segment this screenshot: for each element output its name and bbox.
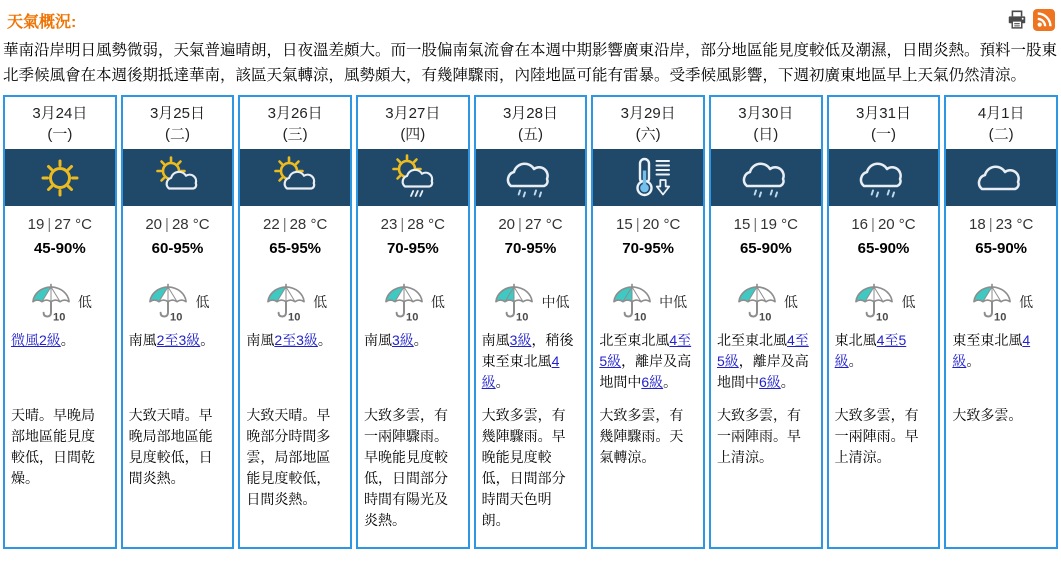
temp-unit: °C	[781, 216, 798, 233]
psr-label: 低	[313, 294, 328, 310]
weekday-text: (三)	[282, 126, 308, 143]
forecast-day-card	[3, 95, 117, 549]
wind-speed-link[interactable]: 4至5級	[716, 332, 809, 369]
psr-label: 低	[901, 294, 916, 310]
temperature-range	[711, 216, 821, 240]
wind-text: 南風	[363, 332, 392, 348]
umbrella-psr-icon	[609, 282, 655, 323]
temp-min: 23	[380, 216, 398, 233]
rain-probability	[946, 274, 1056, 330]
toolbar-actions	[1006, 9, 1057, 31]
wind-text: ，離岸及高地間中	[599, 353, 692, 390]
temp-min: 16	[851, 216, 869, 233]
forecast-day-card	[356, 95, 470, 549]
cloudy-icon	[944, 149, 1058, 206]
forecast-day-card	[944, 95, 1058, 549]
weekday-text: (一)	[870, 126, 896, 143]
temperature-range	[946, 216, 1056, 240]
psr-label: 中低	[659, 294, 688, 310]
umbrella-psr-icon	[145, 282, 191, 323]
topbar	[0, 0, 1061, 32]
wind-text: 北至東北風	[599, 332, 670, 348]
printer-icon[interactable]	[1006, 9, 1028, 31]
temperature-range	[5, 216, 115, 240]
humidity-range: 65-90%	[857, 240, 910, 257]
temp-max: 20	[642, 216, 660, 233]
psr-label: 低	[1019, 294, 1034, 310]
weekday-text: (日)	[753, 126, 779, 143]
temp-unit: °C	[663, 216, 681, 233]
temp-unit: °C	[898, 216, 916, 233]
wind-speed-link[interactable]: 3級	[509, 332, 532, 348]
forecast-day-card	[827, 95, 941, 549]
date-text: 3月28日	[502, 105, 558, 122]
forecast-date	[358, 97, 468, 149]
rss-icon[interactable]	[1033, 9, 1055, 31]
temp-unit: °C	[192, 216, 210, 233]
forecast-day-card	[238, 95, 352, 549]
temp-max: 27	[54, 216, 71, 233]
umbrella-psr-icon	[851, 282, 897, 323]
wind-speed-link[interactable]: 2至3級	[274, 332, 318, 348]
date-text: 3月30日	[738, 105, 794, 122]
humidity-range: 60-95%	[151, 240, 204, 257]
forecast-day-card	[474, 95, 588, 549]
psr-label: 中低	[541, 294, 570, 310]
weather-summary: 華南沿岸明日風勢微弱，天氣普遍晴朗，日夜溫差頗大。而一股偏南氣流會在本週中期影響廣東沿岸，部分地區能見度較低及潮濕，日間炎熱。預料一股東北季候風會在本週後期抵達華南，該區天氣轉涼，風勢頗大，有幾陣驟雨，內陸地區可能有雷暴。受季候風影響，下週初廣東地區早上天氣仍然清涼。	[3, 42, 1058, 84]
forecast-date	[946, 97, 1056, 149]
weekday-text: (六)	[635, 126, 661, 143]
wind-text: 北至東北風	[716, 332, 787, 348]
wind-forecast	[358, 330, 468, 405]
svg-text:10: 10	[516, 311, 529, 323]
date-text: 3月31日	[855, 105, 911, 122]
wind-text: 東北風	[834, 332, 877, 348]
umbrella-psr-icon	[969, 282, 1015, 323]
umbrella-psr-icon	[381, 282, 427, 323]
temperature-range	[358, 216, 468, 240]
wind-text: 東至東北風	[952, 332, 1023, 348]
wind-speed-link[interactable]: 4至5級	[599, 332, 692, 369]
weekday-text: (一)	[47, 126, 73, 143]
forecast-day-card	[591, 95, 705, 549]
wind-forecast	[829, 330, 939, 405]
svg-text:10: 10	[994, 311, 1007, 323]
temp-separator: |	[282, 216, 287, 233]
wind-text: ，離岸及高地間中	[716, 353, 809, 390]
wind-text: 。	[60, 332, 75, 348]
humidity-range: 45-90%	[33, 240, 86, 257]
temp-min: 15	[733, 216, 751, 233]
forecast-date	[123, 97, 233, 149]
wind-text: 。	[663, 374, 678, 390]
weekday-text: (四)	[400, 126, 426, 143]
temp-max: 28	[171, 216, 189, 233]
weather-description: 大致天晴。早晚局部地區能見度較低，日間炎熱。	[128, 407, 213, 486]
date-text: 4月1日	[977, 105, 1025, 122]
date-text: 3月26日	[267, 105, 323, 122]
wind-speed-link[interactable]: 2至3級	[156, 332, 201, 348]
forecast-date	[711, 97, 821, 149]
temp-min: 15	[616, 216, 633, 233]
wind-forecast	[240, 330, 350, 405]
weather-description: 天晴。早晚局部地區能見度較低，日間乾燥。	[11, 407, 95, 486]
svg-text:10: 10	[758, 311, 772, 323]
umbrella-psr-icon	[263, 282, 309, 323]
wind-text: 。	[317, 332, 332, 348]
svg-text:10: 10	[288, 311, 301, 323]
wind-forecast	[946, 330, 1056, 405]
umbrella-psr-icon	[28, 282, 74, 323]
humidity-range: 65-95%	[269, 240, 321, 257]
weather-description: 大致多雲，有幾陣驟雨。早晚能見度較低，日間部分時間天色明朗。	[481, 407, 566, 528]
weekday-text: (五)	[517, 126, 543, 143]
humidity-range: 70-95%	[386, 240, 439, 257]
sunny-periods-icon	[238, 149, 352, 206]
forecast-date	[829, 97, 939, 149]
forecast-date	[593, 97, 703, 149]
temperature-range	[829, 216, 939, 240]
wind-speed-link[interactable]: 3級	[391, 332, 414, 348]
forecast-table	[0, 95, 1061, 549]
weather-description: 大致天晴。早晚部分時間多雲，局部地區能見度較低，日間炎熱。	[246, 407, 331, 507]
forecast-day-card	[709, 95, 823, 549]
date-text: 3月24日	[32, 105, 88, 122]
rain-icon	[827, 149, 941, 206]
weekday-text: (二)	[164, 126, 190, 143]
rain-probability	[5, 274, 115, 330]
rain-probability	[240, 274, 350, 330]
svg-text:10: 10	[634, 311, 647, 323]
temperature-range	[240, 216, 350, 240]
temp-max: 28	[289, 216, 307, 233]
temp-separator: |	[635, 216, 640, 233]
wind-speed-link[interactable]: 6級	[758, 374, 781, 390]
rain-probability	[358, 274, 468, 330]
temp-separator: |	[400, 216, 405, 233]
umbrella-psr-icon	[491, 282, 537, 323]
forecast-day-card	[121, 95, 235, 549]
temp-max: 19	[760, 216, 777, 233]
rain-probability	[829, 274, 939, 330]
weather-description: 大致多雲。	[952, 407, 1023, 423]
temp-unit: °C	[1016, 216, 1034, 233]
temp-separator: |	[988, 216, 993, 233]
wind-text: 南風	[481, 332, 510, 348]
rain-probability	[123, 274, 233, 330]
date-text: 3月27日	[385, 105, 441, 122]
temp-min: 20	[498, 216, 516, 233]
weather-description: 大致多雲，有一兩陣驟雨。早晚能見度較低，日間部分時間有陽光及炎熱。	[363, 407, 448, 528]
sunny-showers-icon	[356, 149, 470, 206]
sunny-icon	[3, 149, 117, 206]
temp-separator: |	[165, 216, 169, 233]
wind-forecast	[5, 330, 115, 405]
temp-separator: |	[47, 216, 52, 233]
wind-text: 南風	[246, 332, 275, 348]
rain-probability	[711, 274, 821, 330]
temperature-range	[593, 216, 703, 240]
psr-label: 低	[195, 294, 210, 310]
temp-min: 20	[145, 216, 163, 233]
temp-separator: |	[518, 216, 522, 233]
wind-forecast	[593, 330, 703, 405]
temp-min: 22	[263, 216, 280, 233]
umbrella-psr-icon	[734, 282, 780, 323]
wind-speed-link[interactable]: 微風2級	[11, 332, 61, 348]
temperature-range	[476, 216, 586, 240]
temp-max: 20	[877, 216, 895, 233]
cooler-icon	[591, 149, 705, 206]
wind-text: 。	[848, 353, 863, 369]
page-title: 天氣概況:	[7, 14, 77, 31]
wind-speed-link[interactable]: 4級	[481, 353, 560, 390]
temp-unit: °C	[545, 216, 563, 233]
temp-max: 28	[407, 216, 424, 233]
wind-text: 。	[966, 353, 981, 369]
rain-icon	[709, 149, 823, 206]
svg-text:10: 10	[170, 311, 183, 323]
wind-forecast	[123, 330, 233, 405]
wind-text: 。	[495, 374, 510, 390]
temp-unit: °C	[75, 216, 92, 233]
wind-speed-link[interactable]: 4級	[952, 332, 1031, 369]
forecast-date	[476, 97, 586, 149]
date-text: 3月25日	[149, 105, 205, 122]
temp-min: 19	[27, 216, 45, 233]
psr-label: 低	[430, 294, 445, 310]
weekday-text: (二)	[988, 126, 1014, 143]
humidity-range: 70-95%	[622, 240, 674, 257]
temperature-range	[123, 216, 233, 240]
forecast-date	[240, 97, 350, 149]
forecast-date	[5, 97, 115, 149]
svg-text:10: 10	[405, 311, 419, 323]
wind-text: 。	[200, 332, 215, 348]
psr-label: 低	[783, 294, 798, 310]
date-text: 3月29日	[620, 105, 676, 122]
temp-max: 27	[524, 216, 542, 233]
wind-text: 。	[780, 374, 795, 390]
wind-text: 。	[413, 332, 428, 348]
humidity-range: 70-95%	[504, 240, 557, 257]
temp-unit: °C	[310, 216, 328, 233]
weather-description: 大致多雲，有一兩陣雨。早上清涼。	[716, 407, 801, 465]
wind-speed-link[interactable]: 6級	[641, 374, 664, 390]
rain-probability	[476, 274, 586, 330]
rain-probability	[593, 274, 703, 330]
svg-text:10: 10	[876, 311, 889, 323]
temp-min: 18	[969, 216, 986, 233]
humidity-range: 65-90%	[739, 240, 792, 257]
psr-label: 低	[77, 294, 92, 310]
humidity-range: 65-90%	[975, 240, 1027, 257]
svg-text:10: 10	[52, 311, 66, 323]
wind-text: 南風	[128, 332, 157, 348]
rain-icon	[474, 149, 588, 206]
temp-separator: |	[753, 216, 758, 233]
temp-separator: |	[871, 216, 875, 233]
temp-unit: °C	[428, 216, 445, 233]
wind-speed-link[interactable]: 4至5級	[834, 332, 907, 369]
temp-max: 23	[995, 216, 1013, 233]
sunny-periods-icon	[121, 149, 235, 206]
wind-text: ，稍後東至東北風	[481, 332, 574, 369]
wind-forecast	[476, 330, 586, 405]
wind-forecast	[711, 330, 821, 405]
weather-description: 大致多雲，有幾陣驟雨。天氣轉涼。	[599, 407, 684, 465]
weather-description: 大致多雲，有一兩陣雨。早上清涼。	[834, 407, 919, 465]
